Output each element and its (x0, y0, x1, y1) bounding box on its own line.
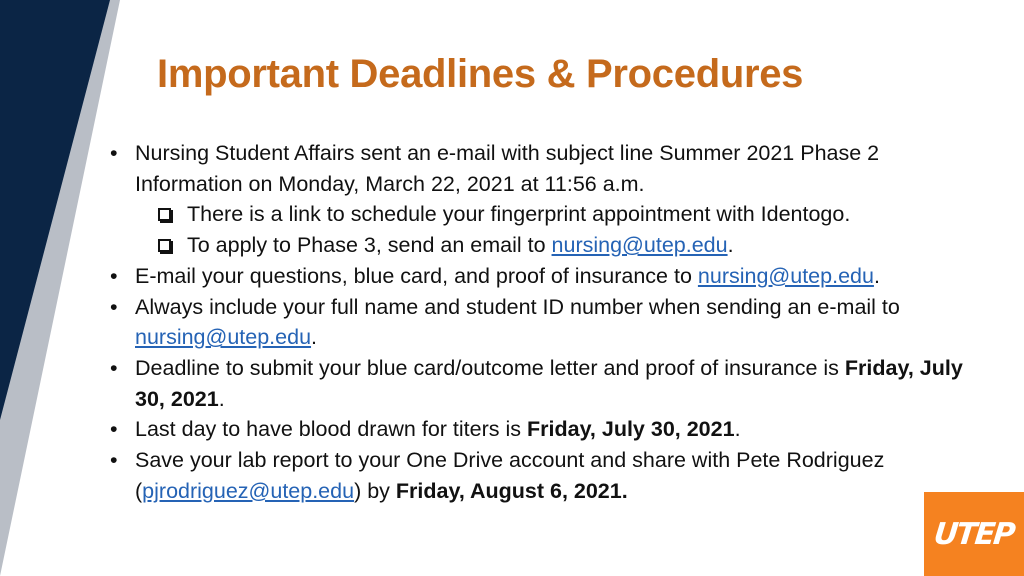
item-text-before: To apply to Phase 3, send an email to (187, 233, 552, 258)
bullet: • (110, 294, 118, 319)
item-text-before: Save your lab report to your One Drive account and share with Pete Rodriguez ( (135, 448, 885, 503)
item-text-after: . (727, 233, 734, 258)
bullet: • (110, 417, 118, 442)
list-item-3 (110, 292, 990, 353)
list-item-4 (110, 353, 990, 414)
item-text-before: Always include your full name and student ID number when sending an e-mail to (135, 294, 900, 319)
bullet: • (110, 448, 118, 473)
list-item-6 (110, 445, 990, 506)
bullet: • (110, 355, 118, 380)
item-text-after: . (311, 325, 318, 350)
bullet: • (110, 263, 118, 288)
nursing-email-link[interactable]: nursing@utep.edu (135, 325, 312, 350)
utep-logo-text: UTEP (932, 516, 1016, 552)
sub-item-phase3 (110, 230, 990, 261)
left-decoration (0, 0, 120, 576)
deadline-date: Friday, August 6, 2021. (395, 478, 628, 503)
item-text-before: Deadline to submit your blue card/outcome letter and proof of insurance is (135, 355, 845, 380)
item-text-before: E-mail your questions, blue card, and proof of insurance to (135, 263, 698, 288)
slide-title: Important Deadlines & Procedures (157, 52, 804, 96)
navy-stripe (0, 0, 110, 420)
checkbox-bullet-icon (158, 239, 171, 252)
pjrodriguez-email-link[interactable]: pjrodriguez@utep.edu (142, 478, 355, 503)
item-text: There is a link to schedule your fingerprint appointment with Identogo. (187, 202, 851, 227)
deadline-date: Friday, July 30, 2021 (527, 417, 735, 442)
bullet: • (110, 141, 118, 165)
deadline-date: Friday, July 30, 2021 (135, 355, 963, 411)
item-text-middle: ) by (354, 478, 396, 503)
list-item-5 (110, 414, 990, 445)
content-list (110, 138, 990, 506)
item-text-after: . (218, 386, 225, 411)
item-text: Nursing Student Affairs sent an e-mail with subject line Summer 2021 Phase 2 Information on Monday, March 22, 2021 at 11:56 a.m. (135, 141, 880, 196)
nursing-email-link[interactable]: nursing@utep.edu (697, 263, 874, 288)
sub-item-fingerprint (110, 199, 990, 230)
list-item-2 (110, 261, 990, 292)
list-item-1 (110, 138, 990, 199)
utep-logo (924, 492, 1024, 576)
item-text-after: . (734, 417, 741, 442)
checkbox-bullet-icon (158, 208, 171, 221)
nursing-email-link[interactable]: nursing@utep.edu (551, 233, 728, 258)
item-text-after: . (873, 263, 880, 288)
item-text-before: Last day to have blood drawn for titers is (135, 417, 527, 442)
